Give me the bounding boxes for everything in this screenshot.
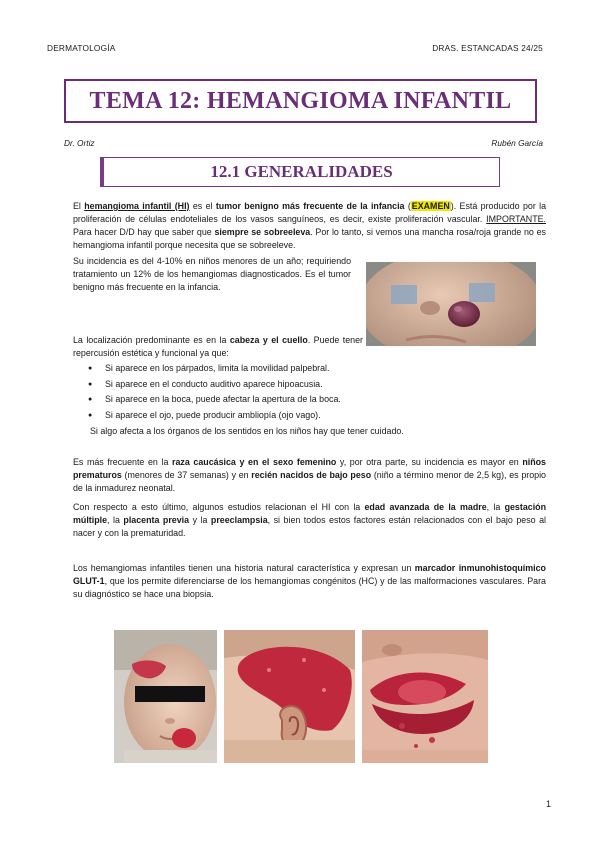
baby-hemangioma-image bbox=[366, 262, 536, 346]
text: , que los permite diferenciarse de los hemangiomas congénitos (HC) y de las malformaciones vasculares. Para su diagnóstico se hace una biopsia. bbox=[73, 576, 546, 599]
paragraph-glut1 bbox=[73, 562, 546, 601]
bullet-list bbox=[73, 361, 433, 423]
text: La localización predominante es en la bbox=[73, 335, 230, 345]
header-group: DRAS. ESTANCADAS 24/25 bbox=[432, 43, 543, 53]
important-label: IMPORTANTE. bbox=[486, 214, 546, 224]
section-title: 12.1 GENERALIDADES bbox=[210, 162, 393, 181]
text: Para hacer D/D hay que saber que bbox=[73, 227, 215, 237]
author-doctor: Dr. Ortiz bbox=[64, 138, 95, 148]
text: Los hemangiomas infantiles tienen una historia natural característica y expresan un bbox=[73, 563, 415, 573]
title-box bbox=[64, 79, 537, 123]
text: (menores de 37 semanas) y en bbox=[121, 470, 252, 480]
lip-hemangioma-image bbox=[362, 630, 488, 763]
section-box bbox=[100, 157, 500, 187]
text: (niño a término menor de 2,5 kg), es propio de la inmadurez neonatal. bbox=[73, 470, 546, 493]
paragraph-risk-factors bbox=[73, 501, 546, 540]
paragraph-epidemiology bbox=[73, 456, 546, 495]
text: Con respecto a esto último, algunos estudios relacionan el HI con la bbox=[73, 502, 365, 512]
exam-highlight: EXAMEN bbox=[411, 201, 450, 211]
page-title: TEMA 12: HEMANGIOMA INFANTIL bbox=[89, 87, 512, 114]
text: Es más frecuente en la bbox=[73, 457, 173, 467]
text: ). Está producido por la proliferación de células endoteliales de los vasos sanguíneos, es decir, existe proliferación vascular. bbox=[73, 201, 547, 224]
term-cabeza-cuello: cabeza y el cuello bbox=[229, 335, 308, 345]
author-student: Rubén García bbox=[491, 138, 543, 148]
term-gestacion-multiple: gestación múltiple bbox=[73, 502, 547, 525]
text: y, por otra parte, su incidencia es mayor en bbox=[336, 457, 523, 467]
text: , la bbox=[486, 502, 505, 512]
term-raza-sexo: raza caucásica y en el sexo femenino bbox=[172, 457, 337, 467]
baby-hemangioma-photo bbox=[366, 262, 536, 346]
list-item: ● Si aparece en los párpados, limita la movilidad palpebral. bbox=[105, 361, 433, 377]
text: , la bbox=[107, 515, 124, 525]
term-preeclampsia: preeclampsia bbox=[210, 515, 268, 525]
head-ear-image bbox=[224, 630, 355, 763]
photo-lip bbox=[362, 630, 488, 763]
paragraph-incidence bbox=[73, 255, 351, 294]
list-item: ● Si aparece el ojo, puede producir ambliopía (ojo vago). bbox=[105, 408, 433, 424]
infant-face-image bbox=[114, 630, 217, 763]
text: ( bbox=[404, 201, 411, 211]
term-edad-madre: edad avanzada de la madre bbox=[364, 502, 487, 512]
paragraph-definition bbox=[73, 200, 546, 252]
incidence-text: Su incidencia es del 4-10% en niños menores de un año; requiriendo tratamiento un 12% de los hemangiomas diagnosticados. Es el tumor benigno más frecuente en la infancia. bbox=[73, 256, 351, 292]
term-prematuros: niños prematuros bbox=[73, 457, 546, 480]
paragraph-location bbox=[73, 334, 363, 360]
text: El bbox=[73, 201, 85, 211]
photo-head-ear bbox=[224, 630, 355, 763]
term-sobreeleva: siempre se sobreeleva bbox=[214, 227, 311, 237]
text: es el bbox=[189, 201, 216, 211]
term-hemangioma: hemangioma infantil (HI) bbox=[84, 201, 190, 211]
list-item: ● Si aparece en el conducto auditivo aparece hipoacusia. bbox=[105, 377, 433, 393]
photo-infant-face bbox=[114, 630, 217, 763]
term-tumor-benigno: tumor benigno más frecuente de la infancia bbox=[215, 201, 405, 211]
text: . Puede tener repercusión estética y funcional ya que: bbox=[73, 335, 363, 358]
text: y la bbox=[189, 515, 211, 525]
text: , si bien todos estos factores están relacionados con el bajo peso al nacer y con la prematuridad. bbox=[73, 515, 546, 538]
term-placenta-previa: placenta previa bbox=[123, 515, 190, 525]
paragraph-senses bbox=[90, 425, 490, 438]
list-item: ● Si aparece en la boca, puede afectar la apertura de la boca. bbox=[105, 392, 433, 408]
page-number: 1 bbox=[545, 799, 551, 809]
header-course: DERMATOLOGÍA bbox=[47, 43, 116, 53]
term-glut1: marcador inmunohistoquímico GLUT-1 bbox=[73, 563, 546, 586]
term-bajo-peso: recién nacidos de bajo peso bbox=[251, 470, 372, 480]
senses-text: Si algo afecta a los órganos de los sentidos en los niños hay que tener cuidado. bbox=[90, 426, 404, 436]
text: . Por lo tanto, si vemos una mancha rosa/roja grande no es hemangioma infantil porque necesita que se sobreeleve. bbox=[73, 227, 546, 250]
